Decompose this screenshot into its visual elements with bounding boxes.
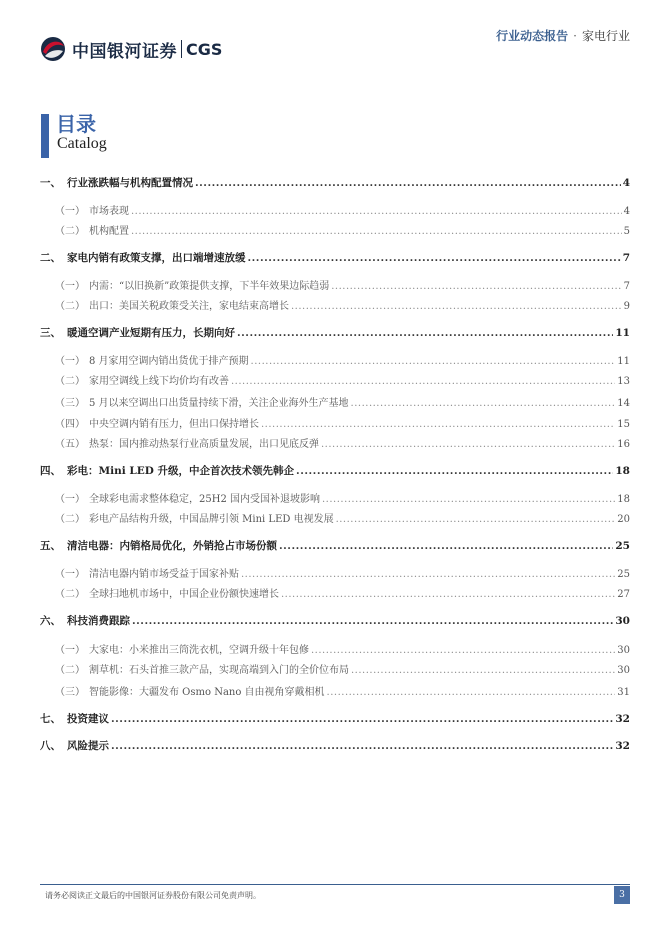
- toc-leader-dots: [132, 615, 613, 627]
- toc-number: （一）: [55, 494, 85, 505]
- toc-leader-dots: [351, 398, 616, 409]
- toc-page-number: 32: [615, 713, 630, 725]
- logo-divider: [181, 40, 182, 58]
- toc-leader-dots: [331, 281, 621, 292]
- toc-subsection[interactable]: [40, 585, 630, 601]
- toc-section[interactable]: [40, 250, 630, 266]
- toc-number: （一）: [55, 356, 85, 367]
- toc-leader-dots: [322, 494, 615, 505]
- toc-title: 大家电：小米推出三筒洗衣机，空调升级十年包修: [89, 645, 309, 656]
- company-logo: [40, 36, 222, 62]
- toc-number: （四）: [55, 419, 85, 430]
- toc-page-number: 16: [617, 439, 630, 450]
- toc-leader-dots: [291, 301, 622, 312]
- page-number: 3: [614, 886, 630, 904]
- toc-number: （三）: [55, 398, 85, 409]
- toc-section[interactable]: [40, 463, 630, 479]
- toc-number: 六、: [40, 615, 61, 627]
- toc-title: 8 月家用空调内销出货优于排产预期: [89, 356, 249, 367]
- toc-title: 彩电产品结构升级，中国品牌引领 Mini LED 电视发展: [89, 514, 334, 525]
- toc-number: （二）: [55, 376, 85, 387]
- toc-title: 清洁电器：内销格局优化，外销抢占市场份额: [67, 540, 277, 552]
- toc-title: 5 月以来空调出口出货量持续下滑，关注企业海外生产基地: [89, 398, 349, 409]
- toc-number: （三）: [55, 687, 85, 698]
- toc-title: 家电内销有政策支撑，出口端增速放缓: [67, 252, 246, 264]
- toc-subsection[interactable]: [40, 641, 630, 657]
- toc-number: 三、: [40, 327, 61, 339]
- toc-number: （五）: [55, 439, 85, 450]
- toc-number: （二）: [55, 301, 85, 312]
- toc-page-number: 14: [617, 398, 630, 409]
- toc-number: 二、: [40, 252, 61, 264]
- toc-page-number: 11: [617, 356, 630, 367]
- toc-leader-dots: [237, 327, 613, 339]
- logo-english-name: CGS: [186, 39, 223, 59]
- toc-subsection[interactable]: [40, 277, 630, 293]
- toc-leader-dots: [251, 356, 616, 367]
- toc-leader-dots: [195, 177, 621, 189]
- toc-leader-dots: [261, 419, 615, 430]
- toc-title: 中央空调内销有压力，但出口保持增长: [89, 419, 259, 430]
- toc-page-number: 20: [617, 514, 630, 525]
- toc-title: 投资建议: [67, 713, 109, 725]
- toc-number: （二）: [55, 226, 85, 237]
- toc-page-number: 18: [615, 465, 630, 477]
- toc-page-number: 18: [617, 494, 630, 505]
- toc-subsection[interactable]: [40, 372, 630, 388]
- toc-page-number: 30: [617, 665, 630, 676]
- toc-leader-dots: [327, 687, 616, 698]
- toc-leader-dots: [311, 645, 615, 656]
- toc-title: 热泵：国内推动热泵行业高质量发展，出口见底反弹: [89, 439, 319, 450]
- toc-page-number: 7: [623, 281, 630, 292]
- toc-subsection[interactable]: [40, 297, 630, 313]
- toc-subsection[interactable]: [40, 222, 630, 238]
- toc-title: 清洁电器内销市场受益于国家补贴: [89, 569, 239, 580]
- toc-title: 全球彩电需求整体稳定，25H2 国内受国补退坡影响: [89, 494, 320, 505]
- toc-title: 市场表现: [89, 206, 129, 217]
- toc-title: 家用空调线上线下均价均有改善: [89, 376, 229, 387]
- toc-title: 全球扫地机市场中，中国企业份额快速增长: [89, 589, 279, 600]
- toc-section[interactable]: [40, 538, 630, 554]
- toc-page-number: 30: [615, 615, 630, 627]
- toc-number: （一）: [55, 569, 85, 580]
- toc-leader-dots: [279, 540, 613, 552]
- catalog-subtitle: Catalog: [57, 135, 107, 152]
- toc-title: 内需：“以旧换新”政策提供支撑，下半年效果边际趋弱: [89, 281, 330, 292]
- toc-number: 四、: [40, 465, 61, 477]
- toc-title: 风险提示: [67, 740, 109, 752]
- toc-leader-dots: [281, 589, 615, 600]
- header-separator: ·: [573, 28, 577, 43]
- toc-number: （一）: [55, 645, 85, 656]
- toc-subsection[interactable]: [40, 661, 630, 677]
- footer-divider: [40, 884, 630, 885]
- toc-subsection[interactable]: [40, 565, 630, 581]
- toc-number: 八、: [40, 740, 61, 752]
- toc-leader-dots: [296, 465, 613, 477]
- toc-title: 机构配置: [89, 226, 129, 237]
- catalog-title: 目录: [56, 112, 96, 136]
- toc-subsection[interactable]: [40, 683, 630, 699]
- toc-subsection[interactable]: [40, 394, 630, 410]
- toc-title: 彩电：Mini LED 升级，中企首次技术领先韩企: [67, 465, 295, 477]
- toc-leader-dots: [111, 740, 613, 752]
- toc-section[interactable]: [40, 711, 630, 727]
- toc-number: （二）: [55, 589, 85, 600]
- toc-leader-dots: [231, 376, 615, 387]
- toc-page-number: 9: [623, 301, 630, 312]
- toc-title: 科技消费跟踪: [67, 615, 130, 627]
- industry-name: 家电行业: [581, 29, 630, 43]
- toc-title: 行业涨跌幅与机构配置情况: [67, 177, 193, 189]
- toc-leader-dots: [241, 569, 615, 580]
- galaxy-logo-icon: [40, 36, 66, 62]
- toc-number: 一、: [40, 177, 61, 189]
- toc-page-number: 30: [617, 645, 630, 656]
- toc-leader-dots: [351, 665, 615, 676]
- toc-subsection[interactable]: [40, 510, 630, 526]
- toc-page-number: 5: [623, 226, 630, 237]
- report-header: [496, 27, 630, 44]
- toc-page-number: 32: [615, 740, 630, 752]
- toc-subsection[interactable]: [40, 202, 630, 218]
- toc-title: 割草机：石头首推三款产品，实现高端到入门的全价位布局: [89, 665, 349, 676]
- toc-title: 暖通空调产业短期有压力，长期向好: [67, 327, 235, 339]
- toc-subsection[interactable]: [40, 415, 630, 431]
- toc-title: 智能影像：大疆发布 Osmo Nano 自由视角穿戴相机: [89, 687, 325, 698]
- toc-leader-dots: [248, 252, 621, 264]
- toc-page-number: 31: [617, 687, 630, 698]
- toc-title: 出口：美国关税政策受关注，家电结束高增长: [89, 301, 289, 312]
- toc-page-number: 11: [615, 327, 630, 339]
- toc-page-number: 13: [617, 376, 630, 387]
- toc-leader-dots: [336, 514, 616, 525]
- toc-subsection[interactable]: [40, 352, 630, 368]
- toc-section[interactable]: [40, 175, 630, 191]
- toc-page-number: 15: [617, 419, 630, 430]
- toc-page-number: 4: [622, 177, 630, 189]
- toc-subsection[interactable]: [40, 435, 630, 451]
- footer-disclaimer: 请务必阅读正文最后的中国银河证券股份有限公司免责声明。: [45, 891, 261, 900]
- toc-number: （一）: [55, 206, 85, 217]
- toc-section[interactable]: [40, 325, 630, 341]
- toc-number: （二）: [55, 665, 85, 676]
- toc-section[interactable]: [40, 738, 630, 754]
- toc-page-number: 7: [622, 252, 630, 264]
- toc-number: 七、: [40, 713, 61, 725]
- toc-page-number: 25: [617, 569, 630, 580]
- toc-number: 五、: [40, 540, 61, 552]
- logo-chinese-name: 中国银河证券: [72, 41, 177, 62]
- catalog-accent-bar: [41, 114, 49, 158]
- toc-leader-dots: [321, 439, 615, 450]
- toc-page-number: 25: [615, 540, 630, 552]
- toc-number: （二）: [55, 514, 85, 525]
- toc-leader-dots: [111, 713, 613, 725]
- toc-section[interactable]: [40, 613, 630, 629]
- toc-leader-dots: [131, 226, 622, 237]
- toc-page-number: 27: [617, 589, 630, 600]
- report-type: 行业动态报告: [496, 29, 569, 43]
- toc-leader-dots: [131, 206, 622, 217]
- toc-page-number: 4: [623, 206, 630, 217]
- toc-subsection[interactable]: [40, 490, 630, 506]
- toc-number: （一）: [55, 281, 85, 292]
